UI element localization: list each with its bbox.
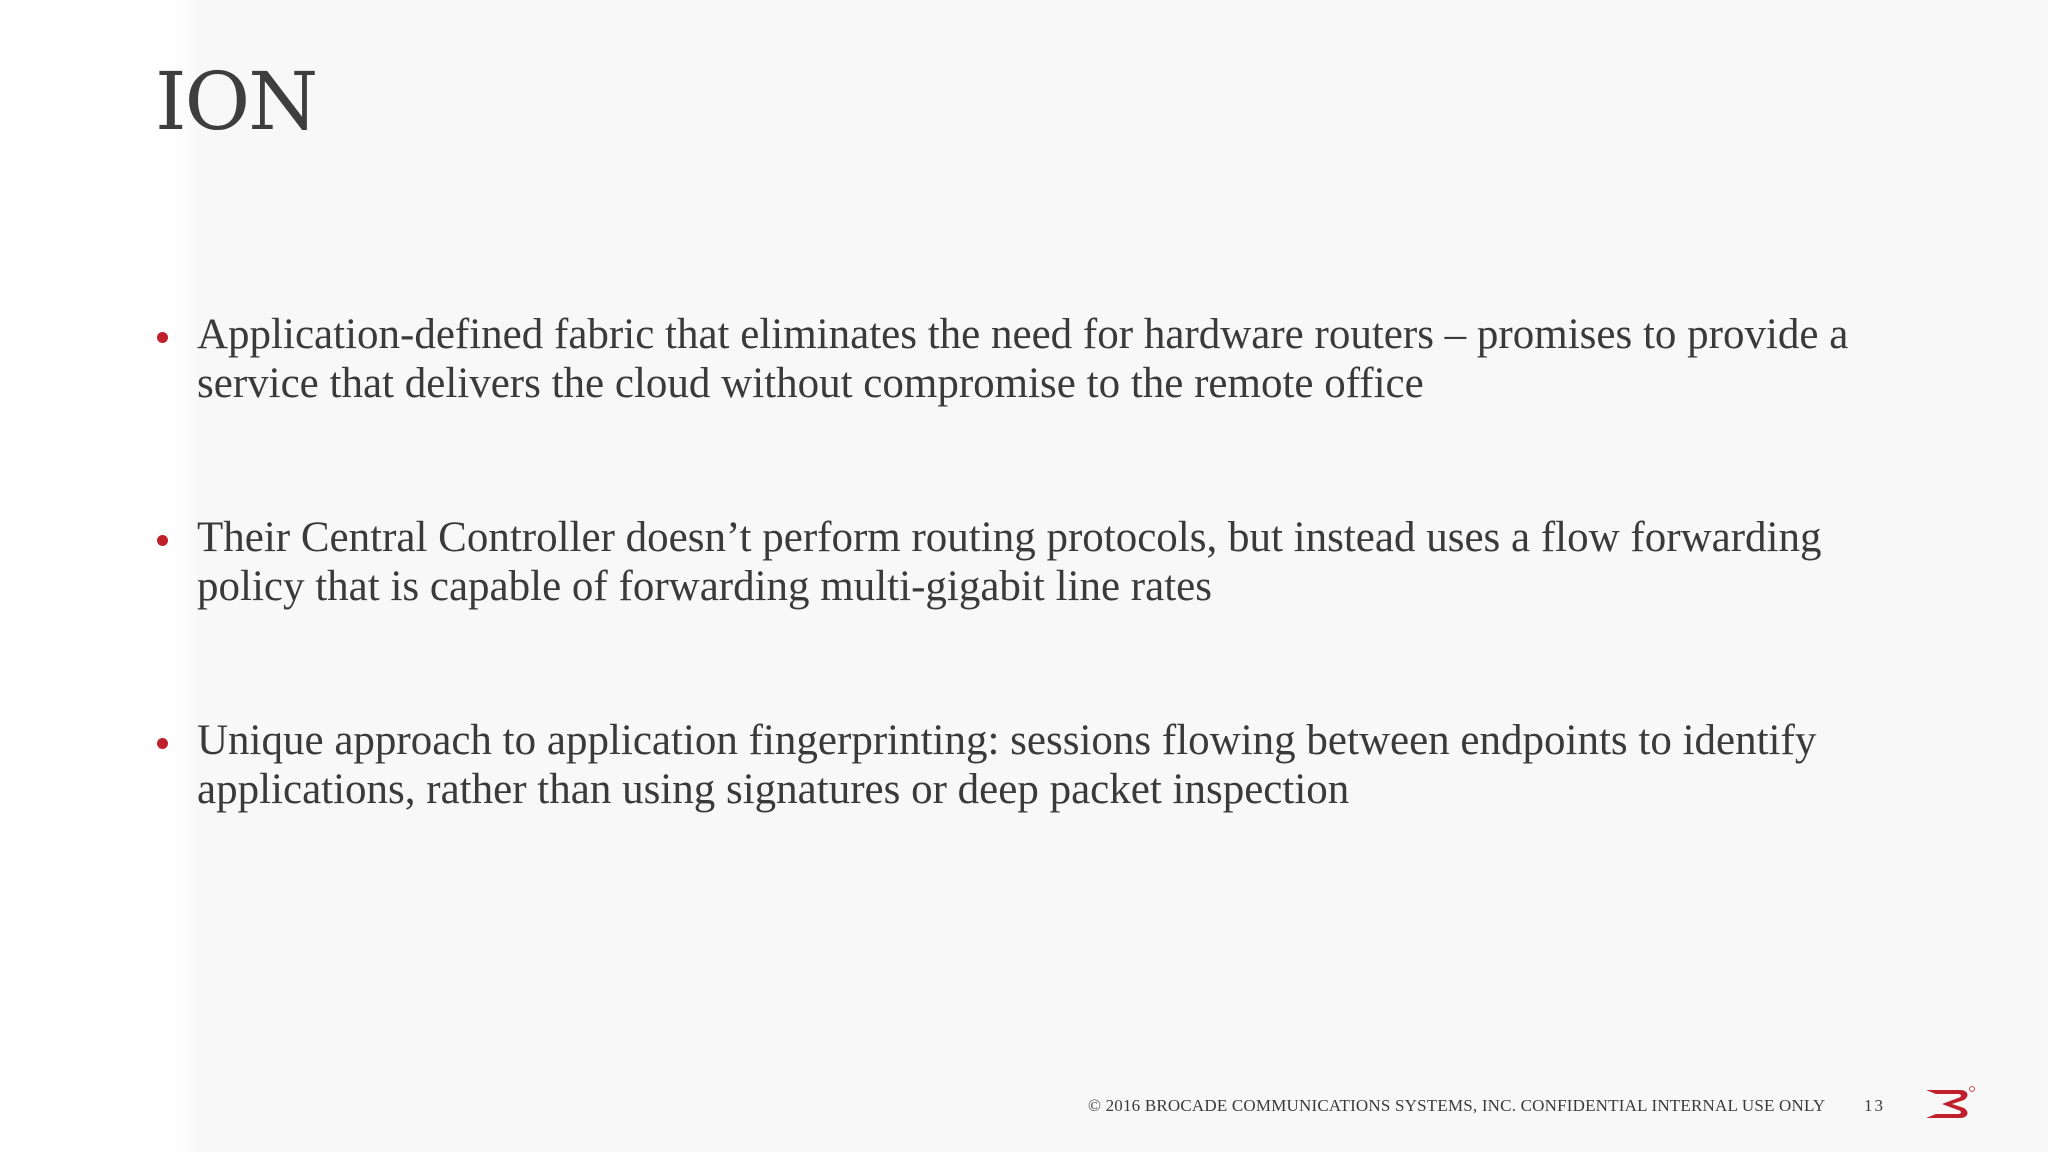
page-number: 13	[1864, 1096, 1885, 1115]
bullet-list	[155, 310, 1855, 919]
bullet-text: Application-defined fabric that eliminates the need for hardware routers – promises to provide a service that delivers the cloud without compromise to the remote office	[197, 311, 1849, 407]
bullet-item	[155, 513, 1855, 611]
bullet-marker-icon	[157, 332, 168, 343]
slide-title: ION	[155, 55, 317, 148]
bullet-marker-icon	[157, 535, 168, 546]
footer-copyright: © 2016 BROCADE COMMUNICATIONS SYSTEMS, INC. CONFIDENTIAL INTERNAL USE ONLY	[1088, 1096, 1826, 1115]
bullet-item	[155, 716, 1855, 814]
bullet-item	[155, 310, 1855, 408]
bullet-text: Unique approach to application fingerprinting: sessions flowing between endpoints to identify applications, rather than using signatures or deep packet inspection	[197, 717, 1817, 813]
bullet-text: Their Central Controller doesn’t perform routing protocols, but instead uses a flow forwarding policy that is capable of forwarding multi-gigabit line rates	[197, 514, 1822, 610]
bullet-marker-icon	[157, 738, 168, 749]
brocade-logo-icon	[1924, 1084, 1976, 1124]
